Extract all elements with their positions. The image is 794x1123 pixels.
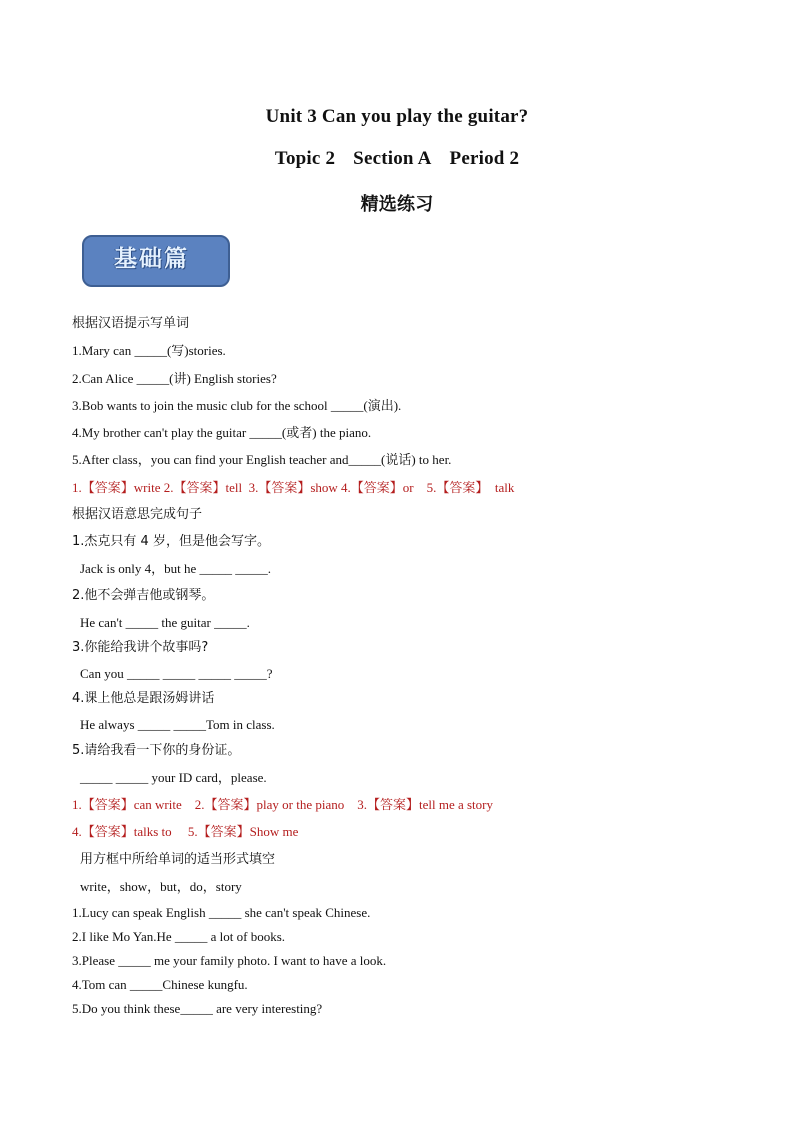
part2-item-cn: 5.请给我看一下你的身份证。 xyxy=(72,743,241,758)
practice-heading: 精选练习 xyxy=(360,194,434,215)
part1-item: 4.My brother can't play the guitar _____(或者) the piano. xyxy=(72,425,372,440)
part2-item-cn: 4.课上他总是跟汤姆讲话 xyxy=(72,691,215,706)
part3-heading: 用方框中所给单词的适当形式填空 xyxy=(80,852,276,867)
part2-answers: 1.【答案】can write 2.【答案】play or the piano 3.【答案】tell me a story xyxy=(72,797,493,812)
part3-item: 2.I like Mo Yan.He _____ a lot of books. xyxy=(72,929,286,944)
topic-label: Topic 2 xyxy=(274,148,336,169)
part2-item-en: Jack is only 4，but he _____ _____. xyxy=(80,561,272,576)
part2-item-en: Can you _____ _____ _____ _____? xyxy=(80,666,273,681)
part2-item-en: He can't _____ the guitar _____. xyxy=(80,615,250,630)
level-badge xyxy=(82,235,230,287)
level-badge-label: 基础篇 xyxy=(114,245,189,272)
doc-subtitle xyxy=(0,148,794,170)
part1-heading: 根据汉语提示写单词 xyxy=(72,316,190,331)
part2-item-en: He always _____ _____Tom in class. xyxy=(80,717,275,732)
part3-item: 3.Please _____ me your family photo. I want to have a look. xyxy=(72,953,387,968)
period-label: Period 2 xyxy=(449,148,520,169)
part1-answers: 1.【答案】write 2.【答案】tell 3.【答案】show 4.【答案】or 5.【答案】 talk xyxy=(72,480,515,495)
part2-item-en: _____ _____ your ID card，please. xyxy=(80,770,267,785)
part3-item: 4.Tom can _____Chinese kungfu. xyxy=(72,977,248,992)
word-box: write，show，but，do，story xyxy=(80,879,242,894)
doc-title: Unit 3 Can you play the guitar? xyxy=(265,106,529,127)
part2-item-cn: 1.杰克只有 4 岁，但是他会写字。 xyxy=(72,534,270,549)
part2-answers: 4.【答案】talks to 5.【答案】Show me xyxy=(72,824,299,839)
part3-item: 1.Lucy can speak English _____ she can't speak Chinese. xyxy=(72,905,371,920)
part1-item: 1.Mary can _____(写)stories. xyxy=(72,343,226,358)
section-label: Section A xyxy=(353,148,432,169)
part2-item-cn: 3.你能给我讲个故事吗? xyxy=(72,640,209,655)
part1-item: 2.Can Alice _____(讲) English stories? xyxy=(72,371,277,386)
part2-item-cn: 2.他不会弹吉他或钢琴。 xyxy=(72,588,215,603)
part2-heading: 根据汉语意思完成句子 xyxy=(72,507,203,522)
part3-item: 5.Do you think these_____ are very interesting? xyxy=(72,1001,323,1016)
part1-item: 5.After class，you can find your English teacher and_____(说话) to her. xyxy=(72,452,452,467)
part1-item: 3.Bob wants to join the music club for the school _____(演出). xyxy=(72,398,402,413)
